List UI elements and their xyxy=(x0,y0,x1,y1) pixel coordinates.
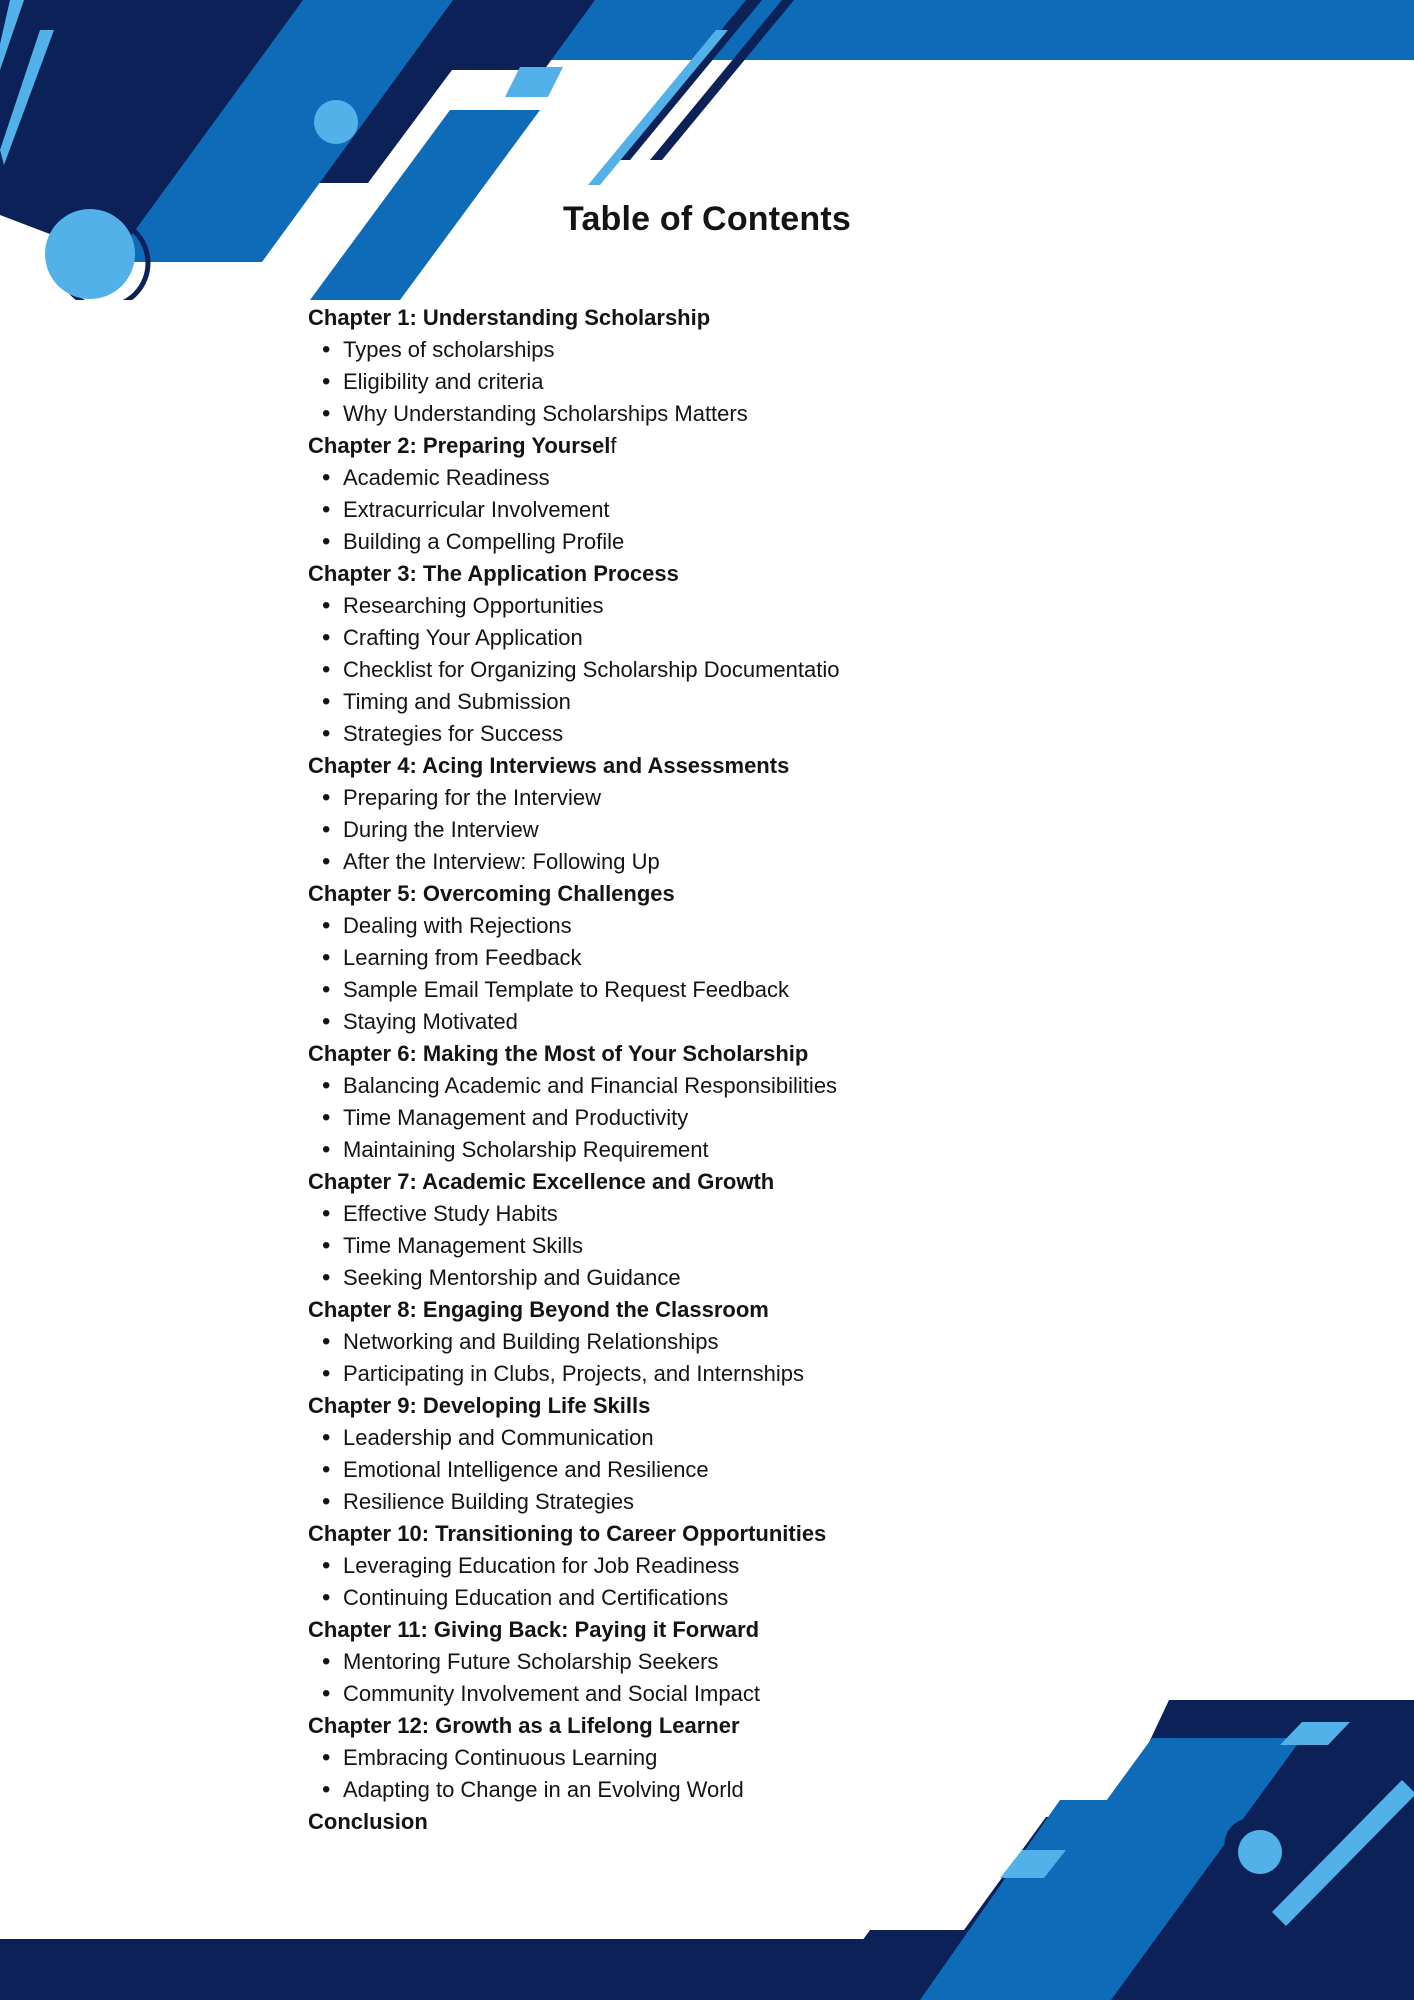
toc-item-label: Timing and Submission xyxy=(343,689,571,714)
bullet-icon: • xyxy=(322,1200,331,1227)
bullet-icon: • xyxy=(322,400,331,427)
toc-item-label: Strategies for Success xyxy=(343,721,564,746)
chapter-heading-label: Chapter 1: Understanding Scholarship xyxy=(308,305,711,330)
bullet-icon: • xyxy=(322,816,331,843)
chapter-heading xyxy=(308,1390,1268,1422)
toc-item xyxy=(308,1774,1268,1806)
toc-item-label: Checklist for Organizing Scholarship Documentatio xyxy=(343,657,840,682)
toc-item xyxy=(308,814,1268,846)
bullet-icon: • xyxy=(322,1360,331,1387)
toc-item-label: Time Management and Productivity xyxy=(343,1105,689,1130)
chapter-heading xyxy=(308,1166,1268,1198)
bullet-icon: • xyxy=(322,368,331,395)
toc-item-label: Leadership and Communication xyxy=(343,1425,654,1450)
chapter-heading xyxy=(308,1038,1268,1070)
toc-item-label: Researching Opportunities xyxy=(343,593,604,618)
chapter-heading xyxy=(308,302,1268,334)
bullet-icon: • xyxy=(322,528,331,555)
chapter-heading-label: Chapter 8: Engaging Beyond the Classroom xyxy=(308,1297,769,1322)
toc-item-label: Community Involvement and Social Impact xyxy=(343,1681,760,1706)
chapter-heading xyxy=(308,1518,1268,1550)
toc-item xyxy=(308,1582,1268,1614)
bullet-icon: • xyxy=(322,1776,331,1803)
page-title: Table of Contents xyxy=(563,200,851,238)
chapter-heading-label: Chapter 11: Giving Back: Paying it Forward xyxy=(308,1617,760,1642)
chapter-heading xyxy=(308,878,1268,910)
top-bar-shape xyxy=(540,0,1414,60)
toc-item-label: Effective Study Habits xyxy=(343,1201,558,1226)
bullet-icon: • xyxy=(322,1008,331,1035)
toc-item-label: Staying Motivated xyxy=(343,1009,518,1034)
chapter-heading-label: Chapter 3: The Application Process xyxy=(308,561,679,586)
toc-item xyxy=(308,1454,1268,1486)
bullet-icon: • xyxy=(322,976,331,1003)
bullet-icon: • xyxy=(322,1456,331,1483)
toc-item xyxy=(308,1550,1268,1582)
toc-item xyxy=(308,718,1268,750)
bullet-icon: • xyxy=(322,1680,331,1707)
toc-item-label: During the Interview xyxy=(343,817,539,842)
toc-item xyxy=(308,782,1268,814)
bullet-icon: • xyxy=(322,1104,331,1131)
toc-item-label: Preparing for the Interview xyxy=(343,785,602,810)
chapter-heading-label: Chapter 2: Preparing Yoursel xyxy=(308,433,611,458)
toc-item-label: Embracing Continuous Learning xyxy=(343,1745,658,1770)
toc-item xyxy=(308,1230,1268,1262)
chapter-heading xyxy=(308,1614,1268,1646)
bullet-icon: • xyxy=(322,1328,331,1355)
bullet-icon: • xyxy=(322,1744,331,1771)
toc-item xyxy=(308,1422,1268,1454)
toc-item-label: Seeking Mentorship and Guidance xyxy=(343,1265,681,1290)
bullet-icon: • xyxy=(322,944,331,971)
chapter-heading xyxy=(308,1710,1268,1742)
toc-item-label: Adapting to Change in an Evolving World xyxy=(343,1777,744,1802)
toc-item-label: Academic Readiness xyxy=(343,465,550,490)
toc-item xyxy=(308,1070,1268,1102)
header-decoration xyxy=(0,0,1414,300)
chapter-heading-label: Chapter 10: Transitioning to Career Opportunities xyxy=(308,1521,827,1546)
small-circle-accent xyxy=(314,100,358,144)
toc-item xyxy=(308,1198,1268,1230)
toc-item xyxy=(308,1326,1268,1358)
toc-item-label: Leveraging Education for Job Readiness xyxy=(343,1553,740,1578)
chapter-heading-label: Chapter 12: Growth as a Lifelong Learner xyxy=(308,1713,740,1738)
toc-item xyxy=(308,1262,1268,1294)
toc-item xyxy=(308,398,1268,430)
toc-item xyxy=(308,910,1268,942)
toc-item xyxy=(308,494,1268,526)
bullet-icon: • xyxy=(322,1648,331,1675)
toc-item xyxy=(308,686,1268,718)
toc-item-label: Building a Compelling Profile xyxy=(343,529,625,554)
chapter-heading xyxy=(308,1806,1268,1838)
toc-item xyxy=(308,462,1268,494)
toc-item-label: Networking and Building Relationships xyxy=(343,1329,719,1354)
bullet-icon: • xyxy=(322,1136,331,1163)
chapter-heading-suffix: f xyxy=(610,433,617,458)
toc-item-label: Participating in Clubs, Projects, and Internships xyxy=(343,1361,805,1386)
chapter-heading-label: Chapter 4: Acing Interviews and Assessments xyxy=(308,753,790,778)
chapter-heading xyxy=(308,430,1268,462)
bullet-icon: • xyxy=(322,464,331,491)
toc-item-label: Extracurricular Involvement xyxy=(343,497,610,522)
toc-item-label: Balancing Academic and Financial Responsibilities xyxy=(343,1073,838,1098)
bullet-icon: • xyxy=(322,784,331,811)
toc-item xyxy=(308,1742,1268,1774)
chapter-heading-label: Chapter 6: Making the Most of Your Scholarship xyxy=(308,1041,809,1066)
toc-item xyxy=(308,1646,1268,1678)
toc-item xyxy=(308,526,1268,558)
toc-item-label: Sample Email Template to Request Feedback xyxy=(343,977,789,1002)
toc-item xyxy=(308,846,1268,878)
bullet-icon: • xyxy=(322,1072,331,1099)
toc-item-label: Dealing with Rejections xyxy=(343,913,572,938)
chapter-heading-label: Chapter 7: Academic Excellence and Growth xyxy=(308,1169,775,1194)
toc-item-label: Time Management Skills xyxy=(343,1233,584,1258)
bullet-icon: • xyxy=(322,688,331,715)
toc-item-label: Mentoring Future Scholarship Seekers xyxy=(343,1649,719,1674)
bullet-icon: • xyxy=(322,1424,331,1451)
toc-item xyxy=(308,1678,1268,1710)
toc-item xyxy=(308,974,1268,1006)
toc-item xyxy=(308,334,1268,366)
bullet-icon: • xyxy=(322,336,331,363)
chapter-heading xyxy=(308,558,1268,590)
toc-item xyxy=(308,366,1268,398)
toc-item-label: Maintaining Scholarship Requirement xyxy=(343,1137,709,1162)
bullet-icon: • xyxy=(322,848,331,875)
toc-item-label: Types of scholarships xyxy=(343,337,555,362)
toc-item-label: Why Understanding Scholarships Matters xyxy=(343,401,748,426)
chapter-heading xyxy=(308,1294,1268,1326)
bullet-icon: • xyxy=(322,912,331,939)
chapter-heading-label: Chapter 9: Developing Life Skills xyxy=(308,1393,651,1418)
toc-item xyxy=(308,942,1268,974)
toc-item xyxy=(308,1358,1268,1390)
small-parallelogram-accent xyxy=(505,67,563,97)
toc-item xyxy=(308,1102,1268,1134)
toc-item-label: Continuing Education and Certifications xyxy=(343,1585,729,1610)
toc-item-label: Resilience Building Strategies xyxy=(343,1489,635,1514)
toc-item xyxy=(308,654,1268,686)
table-of-contents xyxy=(308,302,1268,1838)
bullet-icon: • xyxy=(322,1488,331,1515)
toc-item xyxy=(308,590,1268,622)
bullet-icon: • xyxy=(322,592,331,619)
toc-item-label: After the Interview: Following Up xyxy=(343,849,660,874)
toc-item-label: Emotional Intelligence and Resilience xyxy=(343,1457,709,1482)
toc-item xyxy=(308,1486,1268,1518)
bullet-icon: • xyxy=(322,1232,331,1259)
toc-item-label: Eligibility and criteria xyxy=(343,369,544,394)
bullet-icon: • xyxy=(322,1264,331,1291)
bullet-icon: • xyxy=(322,1552,331,1579)
bullet-icon: • xyxy=(322,496,331,523)
bullet-icon: • xyxy=(322,720,331,747)
toc-item xyxy=(308,1006,1268,1038)
toc-item xyxy=(308,1134,1268,1166)
toc-item-label: Crafting Your Application xyxy=(343,625,583,650)
chapter-heading xyxy=(308,750,1268,782)
toc-item-label: Learning from Feedback xyxy=(343,945,582,970)
chapter-heading-label: Conclusion xyxy=(308,1809,428,1834)
bullet-icon: • xyxy=(322,656,331,683)
toc-item xyxy=(308,622,1268,654)
bullet-icon: • xyxy=(322,624,331,651)
chapter-heading-label: Chapter 5: Overcoming Challenges xyxy=(308,881,675,906)
bullet-icon: • xyxy=(322,1584,331,1611)
